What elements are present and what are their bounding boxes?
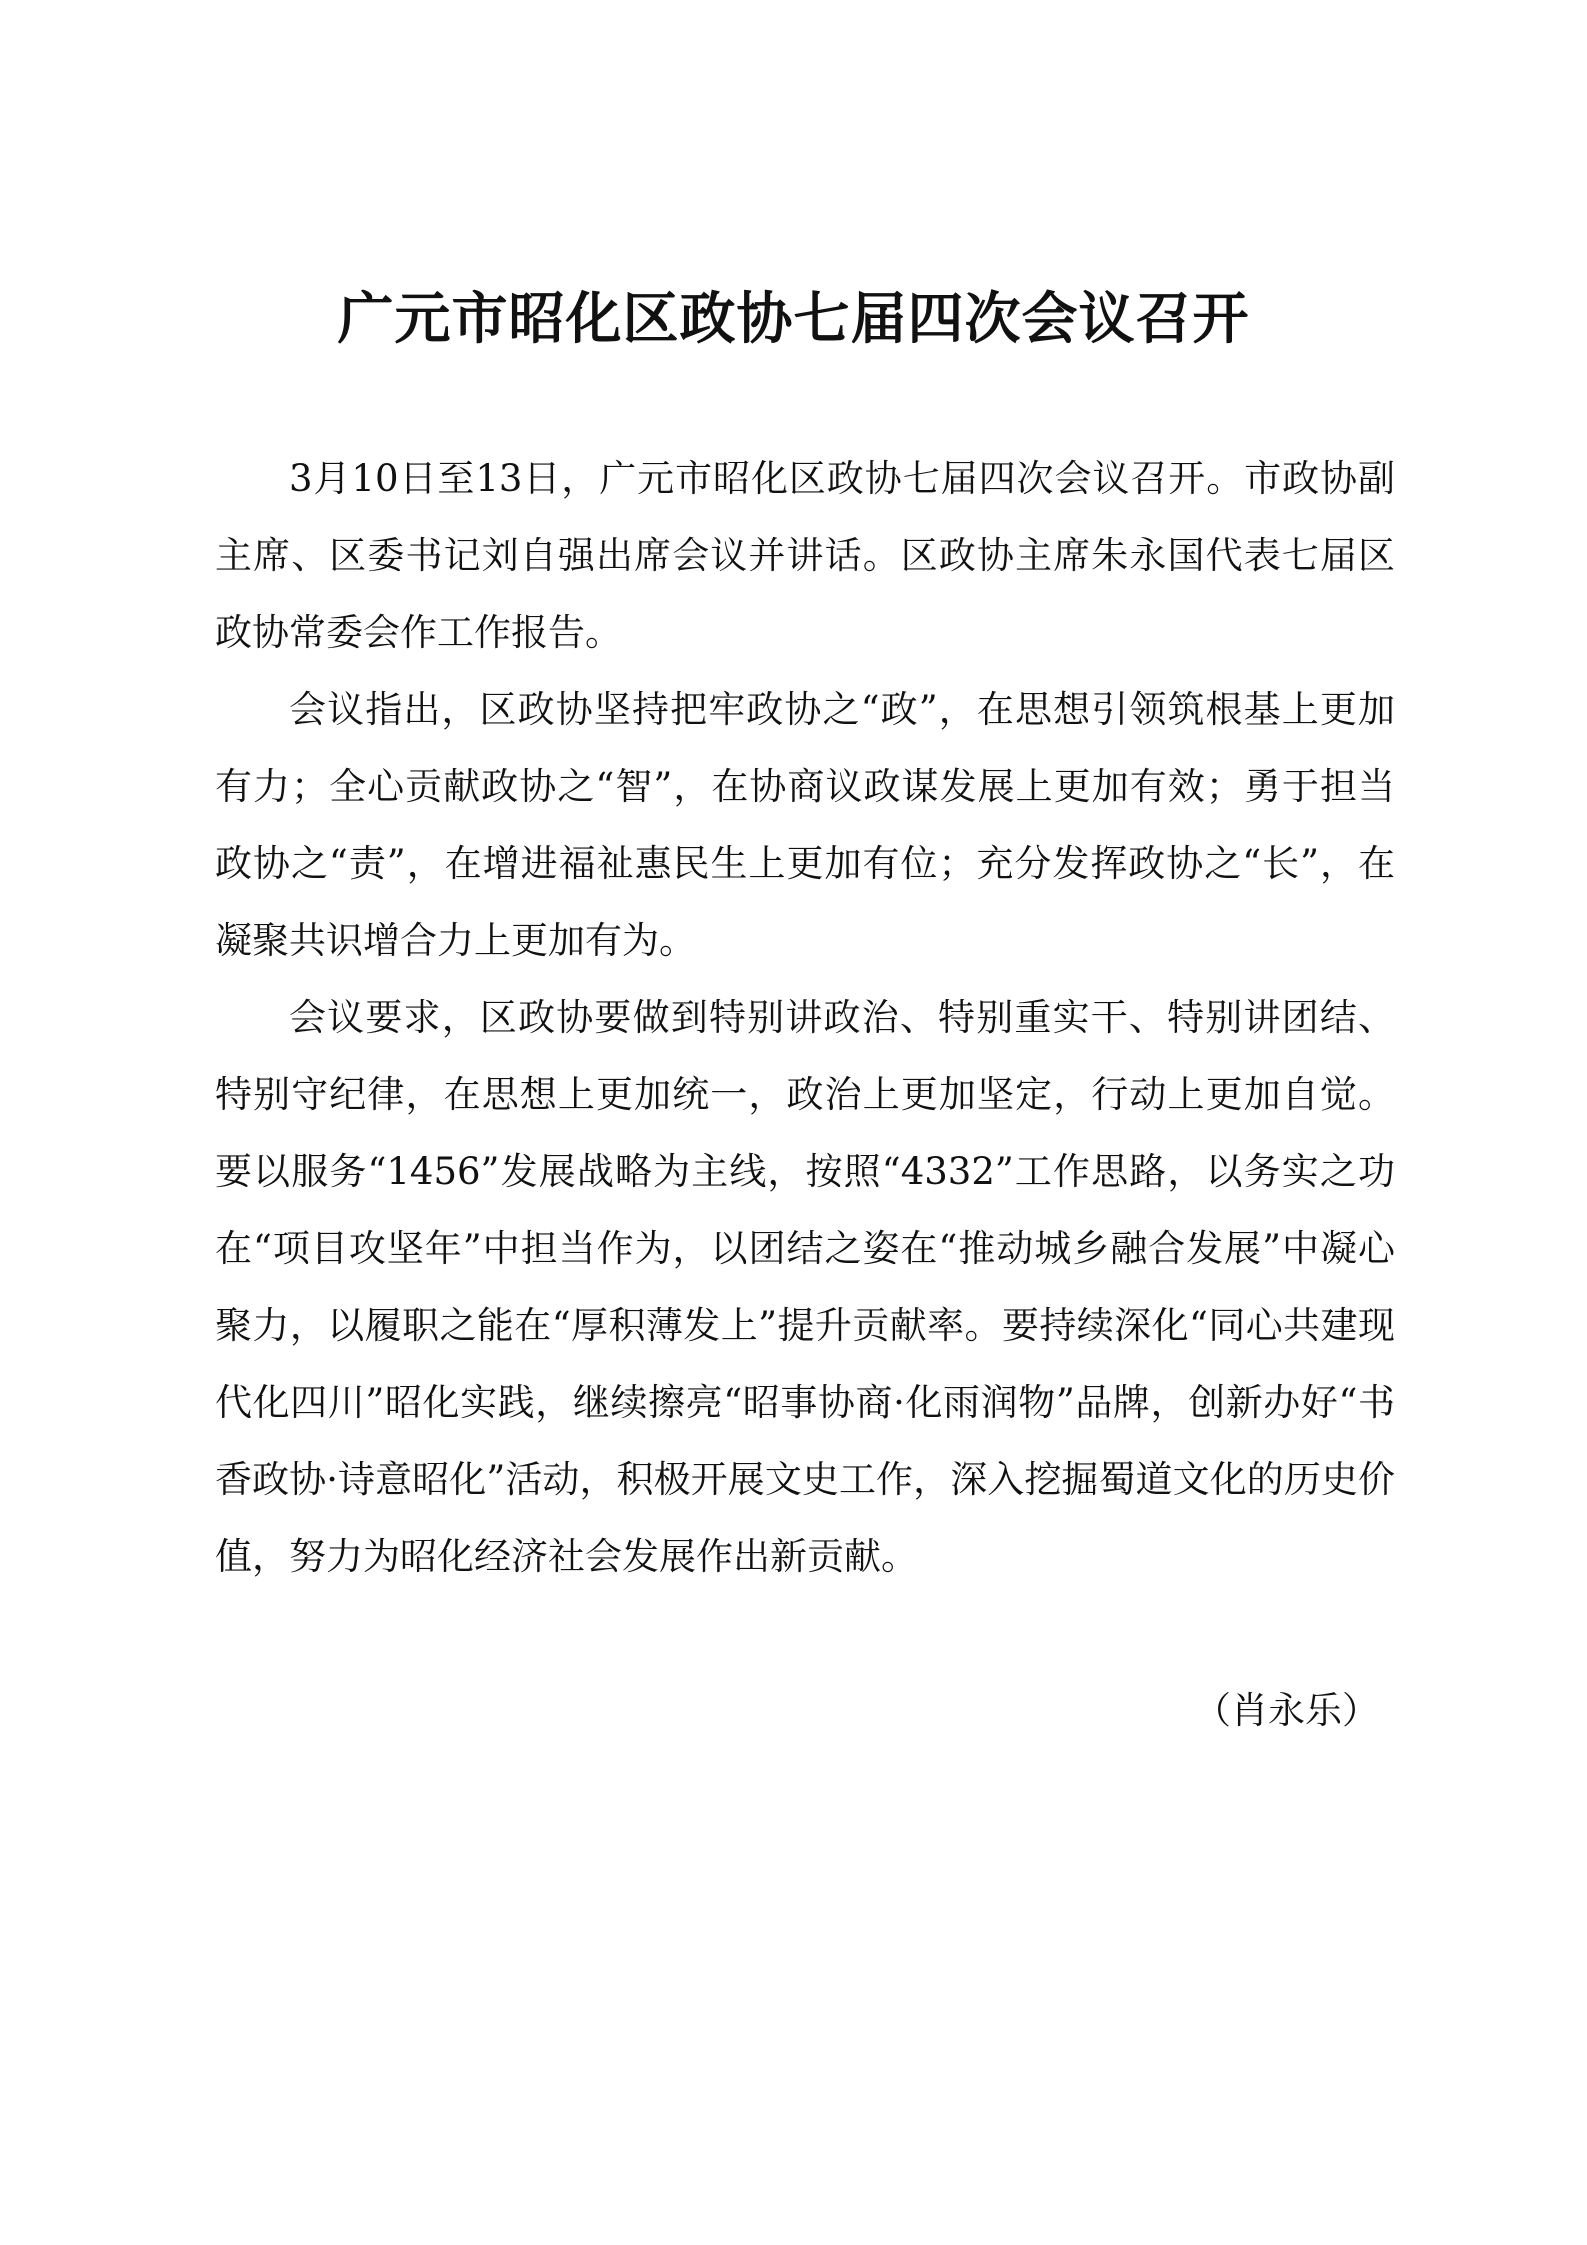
- article-body: [215, 440, 1395, 1595]
- author-byline: （肖永乐）: [1194, 1689, 1379, 1732]
- article-title: 广元市昭化区政协七届四次会议召开: [337, 287, 1250, 352]
- paragraph-meeting-requirements: 会议要求，区政协要做到特别讲政治、特别重实干、特别讲团结、特别守纪律，在思想上更加统一，政治上更加坚定，行动上更加自觉。要以服务“1456”发展战略为主线，按照“4332”工作思路，以务实之功在“项目攻坚年”中担当作为，以团结之姿在“推动城乡融合发展”中凝心聚力，以履职之能在“厚积薄发上”提升贡献率。要持续深化“同心共建现代化四川”昭化实践，继续擦亮“昭事协商·化雨润物”品牌，创新办好“书香政协·诗意昭化”活动，积极开展文史工作，深入挖掘蜀道文化的历史价值，努力为昭化经济社会发展作出新贡献。: [215, 996, 1395, 1578]
- paragraph-meeting-opening: 3月10日至13日，广元市昭化区政协七届四次会议召开。市政协副主席、区委书记刘自强出席会议并讲话。区政协主席朱永国代表七届区政协常委会作工作报告。: [215, 457, 1395, 654]
- paragraph-meeting-points: 会议指出，区政协坚持把牢政协之“政”，在思想引领筑根基上更加有力；全心贡献政协之“智”，在协商议政谋发展上更加有效；勇于担当政协之“责”，在增进福祉惠民生上更加有位；充分发挥政协之“长”，在凝聚共识增合力上更加有为。: [215, 688, 1395, 962]
